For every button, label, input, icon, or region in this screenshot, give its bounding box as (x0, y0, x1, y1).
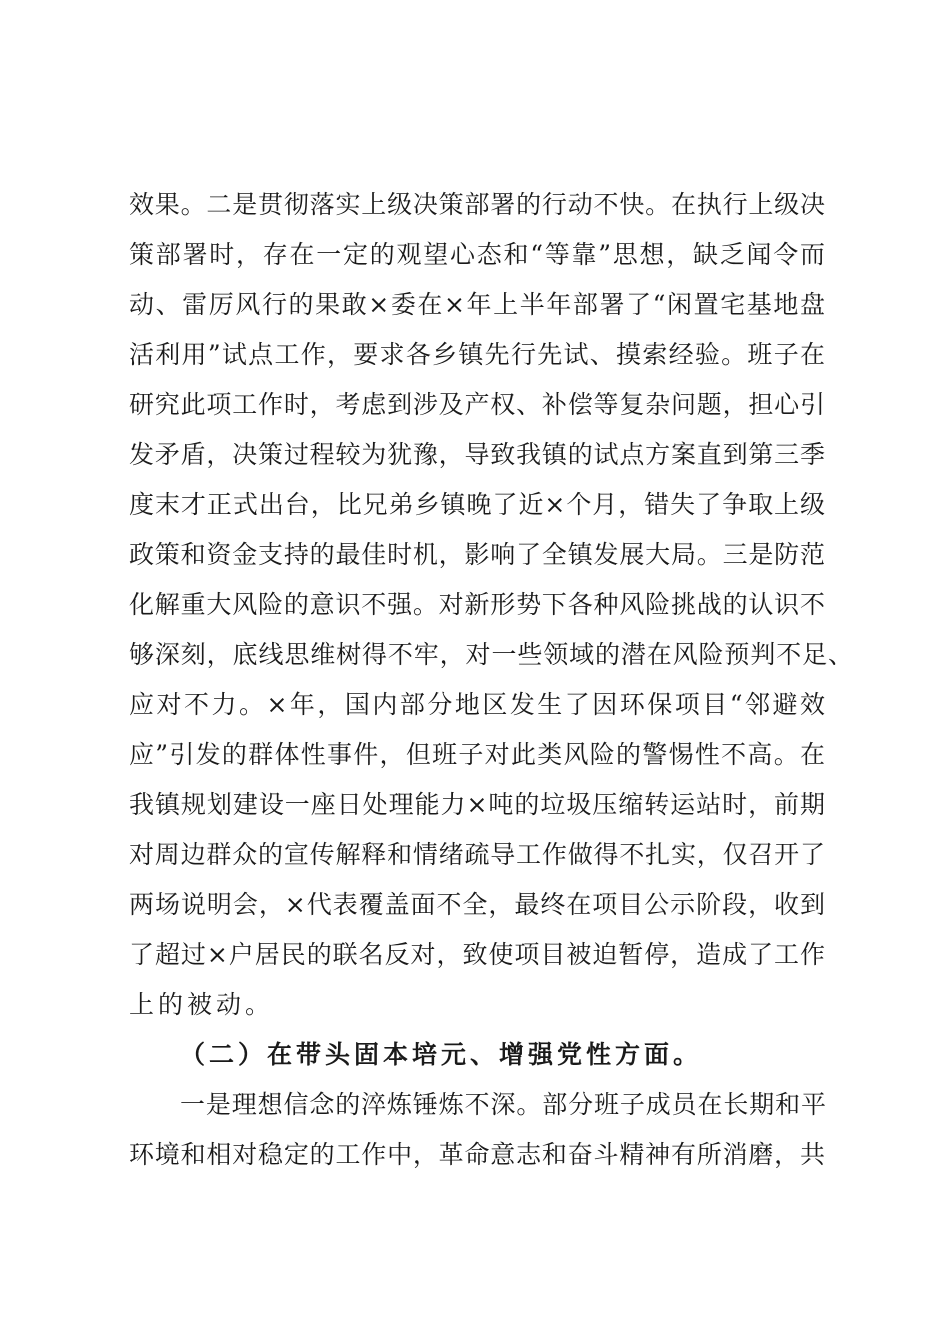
text-line: 度末才正式出台，比兄弟乡镇晚了近×个月，错失了争取上级 (129, 490, 825, 519)
text-line: 应”引发的群体性事件，但班子对此类风险的警惕性不高。在 (129, 740, 825, 769)
text-line: 应对不力。×年，国内部分地区发生了因环保项目“邻避效 (129, 690, 825, 719)
text-line: 上的被动。 (129, 990, 275, 1019)
text-line: 策部署时，存在一定的观望心态和“等靠”思想，缺乏闻令而 (129, 240, 825, 269)
text-line: 我镇规划建设一座日处理能力×吨的垃圾压缩转运站时，前期 (129, 790, 825, 819)
text-line: 政策和资金支持的最佳时机，影响了全镇发展大局。三是防范 (129, 540, 825, 569)
text-line: 对周边群众的宣传解释和情绪疏导工作做得不扎实，仅召开了 (129, 840, 825, 869)
text-line: 化解重大风险的意识不强。对新形势下各种风险挑战的认识不 (129, 590, 825, 619)
text-line: 活利用”试点工作，要求各乡镇先行先试、摸索经验。班子在 (129, 340, 825, 369)
text-line: 发矛盾，决策过程较为犹豫，导致我镇的试点方案直到第三季 (129, 440, 825, 469)
text-line: 了超过×户居民的联名反对，致使项目被迫暂停，造成了工作 (129, 940, 825, 969)
text-line: 够深刻，底线思维树得不牢，对一些领域的潜在风险预判不足、 (129, 640, 853, 669)
text-line: 研究此项工作时，考虑到涉及产权、补偿等复杂问题，担心引 (129, 390, 825, 419)
text-line: 环境和相对稳定的工作中，革命意志和奋斗精神有所消磨，共 (129, 1140, 825, 1169)
text-line: 效果。二是贯彻落实上级决策部署的行动不快。在执行上级决 (129, 190, 825, 219)
section-heading: （二）在带头固本培元、增强党性方面。 (180, 1040, 703, 1069)
text-line: 两场说明会，×代表覆盖面不全，最终在项目公示阶段，收到 (129, 890, 825, 919)
text-line: 动、雷厉风行的果敢×委在×年上半年部署了“闲置宅基地盘 (129, 290, 825, 319)
text-line: 一是理想信念的淬炼锤炼不深。部分班子成员在长期和平 (180, 1090, 826, 1119)
